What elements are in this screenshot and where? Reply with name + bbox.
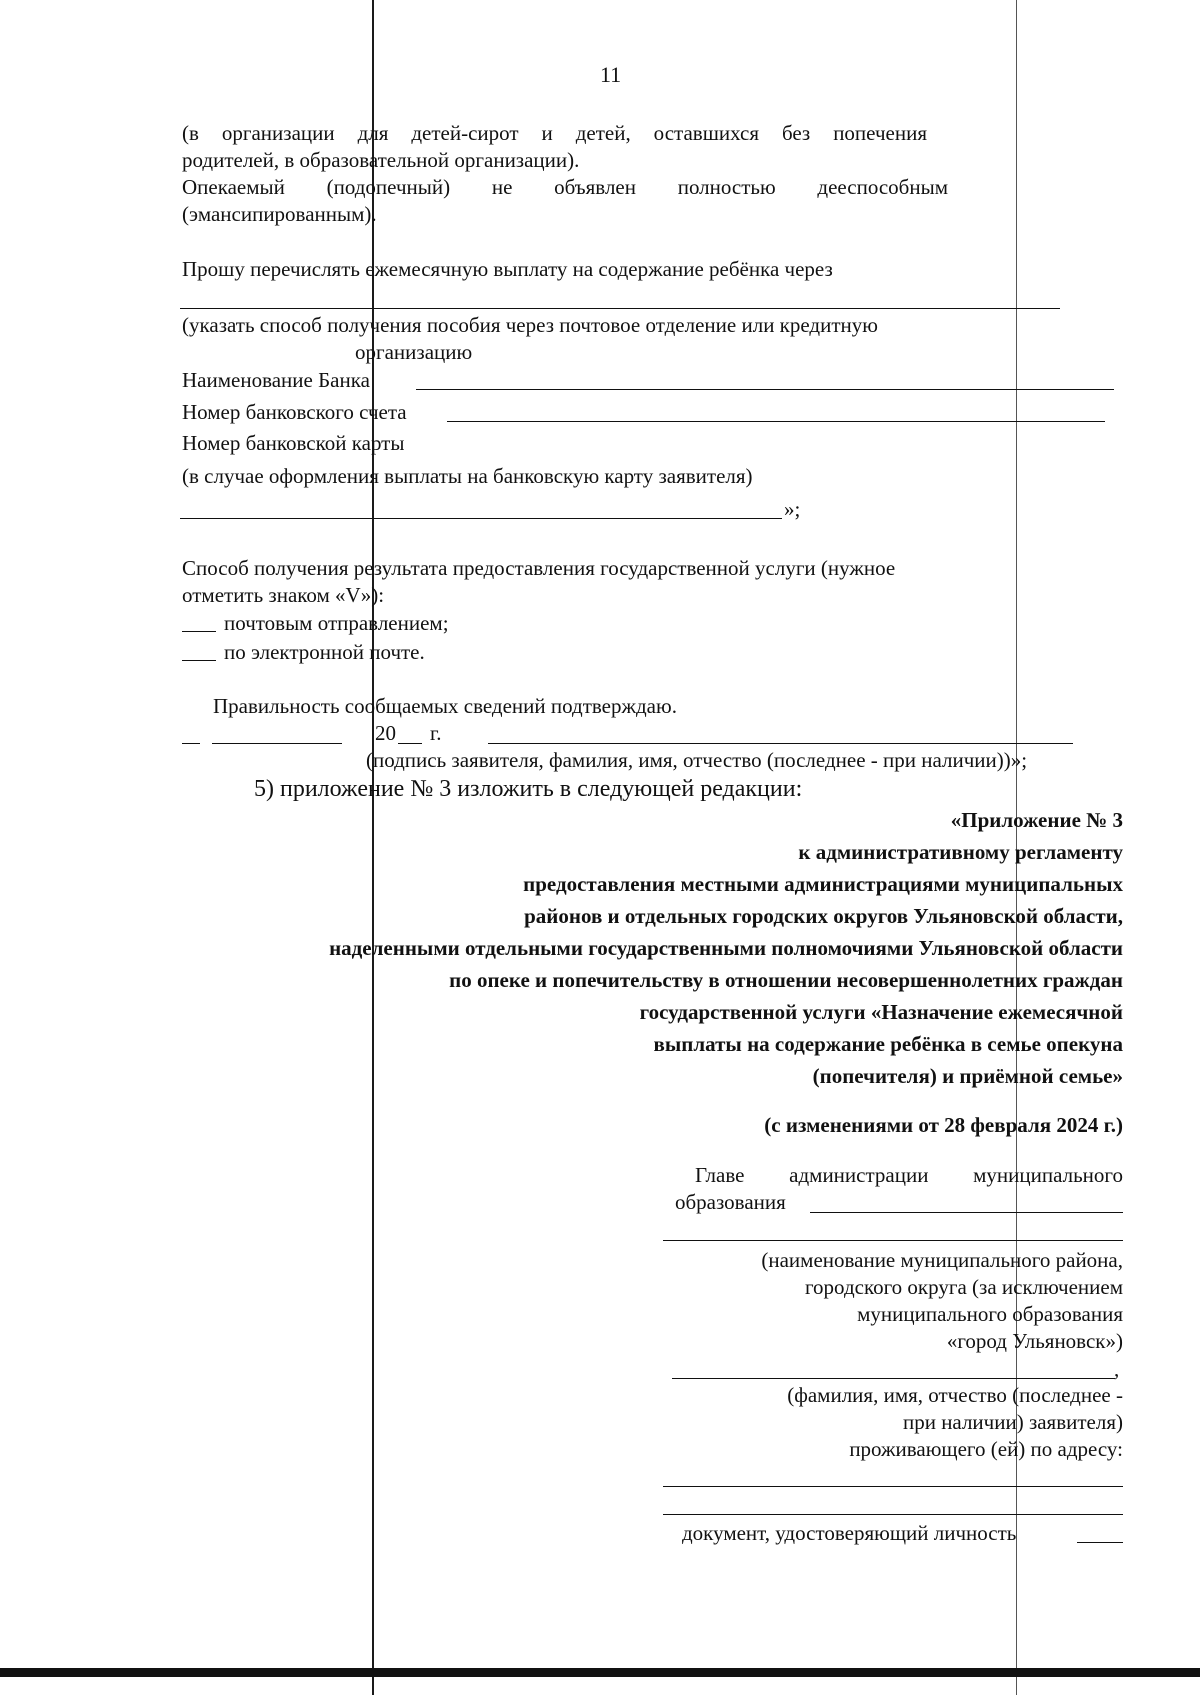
id-document-field[interactable]: [1077, 1542, 1123, 1543]
appendix-header-line: к административному регламенту: [798, 840, 1123, 864]
result-method-text: отметить знаком «V»):: [182, 583, 385, 607]
addressee-hint: муниципального образования: [857, 1302, 1123, 1326]
appendix-header-line: «Приложение № 3: [950, 808, 1123, 832]
bank-name-field[interactable]: [416, 389, 1114, 390]
addressee-hint: городского округа (за исключением: [804, 1275, 1123, 1299]
amendment-note: (с изменениями от 28 февраля 2024 г.): [764, 1113, 1123, 1137]
confirm-text: Правильность сообщаемых сведений подтверждаю.: [213, 694, 677, 718]
bank-name-label: Наименование Банка: [182, 368, 370, 392]
scan-bottom-edge: [0, 1668, 1200, 1677]
payment-method-blank[interactable]: [180, 308, 1060, 309]
checkbox-post-blank[interactable]: [182, 631, 216, 632]
result-method-text: Способ получения результата предоставления государственной услуги (нужное: [182, 556, 896, 580]
option-email: по электронной почте.: [224, 640, 425, 664]
account-number-field[interactable]: [447, 421, 1105, 422]
account-number-label: Номер банковского счета: [182, 400, 407, 424]
date-year-prefix: 20: [375, 721, 396, 745]
paragraph-line: (в организации для детей-сирот и детей, оставшихся без попечения: [182, 121, 927, 145]
applicant-name-field[interactable]: [672, 1378, 1115, 1379]
appendix-header-line: районов и отдельных городских округов Ульяновской области,: [524, 904, 1123, 928]
address-field-1[interactable]: [663, 1486, 1123, 1487]
id-document-label: документ, удостоверяющий личность: [682, 1521, 1017, 1545]
signature-hint: (подпись заявителя, фамилия, имя, отчество (последнее - при наличии))»;: [366, 748, 1028, 772]
fio-hint: (фамилия, имя, отчество (последнее -: [787, 1383, 1123, 1407]
appendix-header-line: выплаты на содержание ребёнка в семье опекуна: [653, 1032, 1123, 1056]
checkbox-email-blank[interactable]: [182, 660, 216, 661]
addressee-hint: «город Ульяновск»): [946, 1329, 1123, 1353]
appendix-header-line: государственной услуги «Назначение ежемесячной: [639, 1000, 1123, 1024]
appendix-header-line: предоставления местными администрациями муниципальных: [523, 872, 1123, 896]
municipality-field-2[interactable]: [663, 1240, 1123, 1241]
signature-blank[interactable]: [488, 743, 1073, 744]
date-day-blank[interactable]: [182, 743, 200, 744]
page-number: 11: [600, 62, 622, 87]
addressee-line: Главе администрации муниципального: [695, 1163, 1123, 1187]
comma: ,: [1114, 1357, 1120, 1381]
payment-request: Прошу перечислять ежемесячную выплату на содержание ребёнка через: [182, 257, 833, 281]
card-number-field[interactable]: [180, 518, 782, 519]
addressee-hint: (наименование муниципального района,: [761, 1248, 1123, 1272]
quote-close: »;: [784, 497, 801, 521]
date-year-blank[interactable]: [398, 743, 422, 744]
paragraph-line: Опекаемый (подопечный) не объявлен полностью дееспособным: [182, 175, 948, 199]
item-5-heading: 5) приложение № 3 изложить в следующей редакции:: [254, 776, 803, 802]
appendix-header-line: (попечителя) и приёмной семье»: [812, 1064, 1123, 1088]
fio-hint: при наличии) заявителя): [902, 1410, 1123, 1434]
payment-method-hint: (указать способ получения пособия через почтовое отделение или кредитную: [182, 313, 878, 337]
addressee-line: образования: [675, 1190, 786, 1214]
card-number-label: Номер банковской карты: [182, 431, 405, 455]
payment-method-hint: организацию: [355, 340, 473, 364]
municipality-field[interactable]: [810, 1212, 1123, 1213]
date-year-suffix: г.: [430, 721, 442, 745]
paragraph-line: родителей, в образовательной организации).: [182, 148, 580, 172]
address-field-2[interactable]: [663, 1514, 1123, 1515]
appendix-header-line: по опеке и попечительству в отношении несовершеннолетних граждан: [449, 968, 1123, 992]
date-month-blank[interactable]: [212, 743, 342, 744]
address-label: проживающего (ей) по адресу:: [849, 1437, 1123, 1461]
card-hint: (в случае оформления выплаты на банковскую карту заявителя): [182, 464, 753, 488]
paragraph-line: (эмансипированным).: [182, 202, 377, 226]
appendix-header-line: наделенными отдельными государственными полномочиями Ульяновской области: [329, 936, 1123, 960]
option-post: почтовым отправлением;: [224, 611, 449, 635]
